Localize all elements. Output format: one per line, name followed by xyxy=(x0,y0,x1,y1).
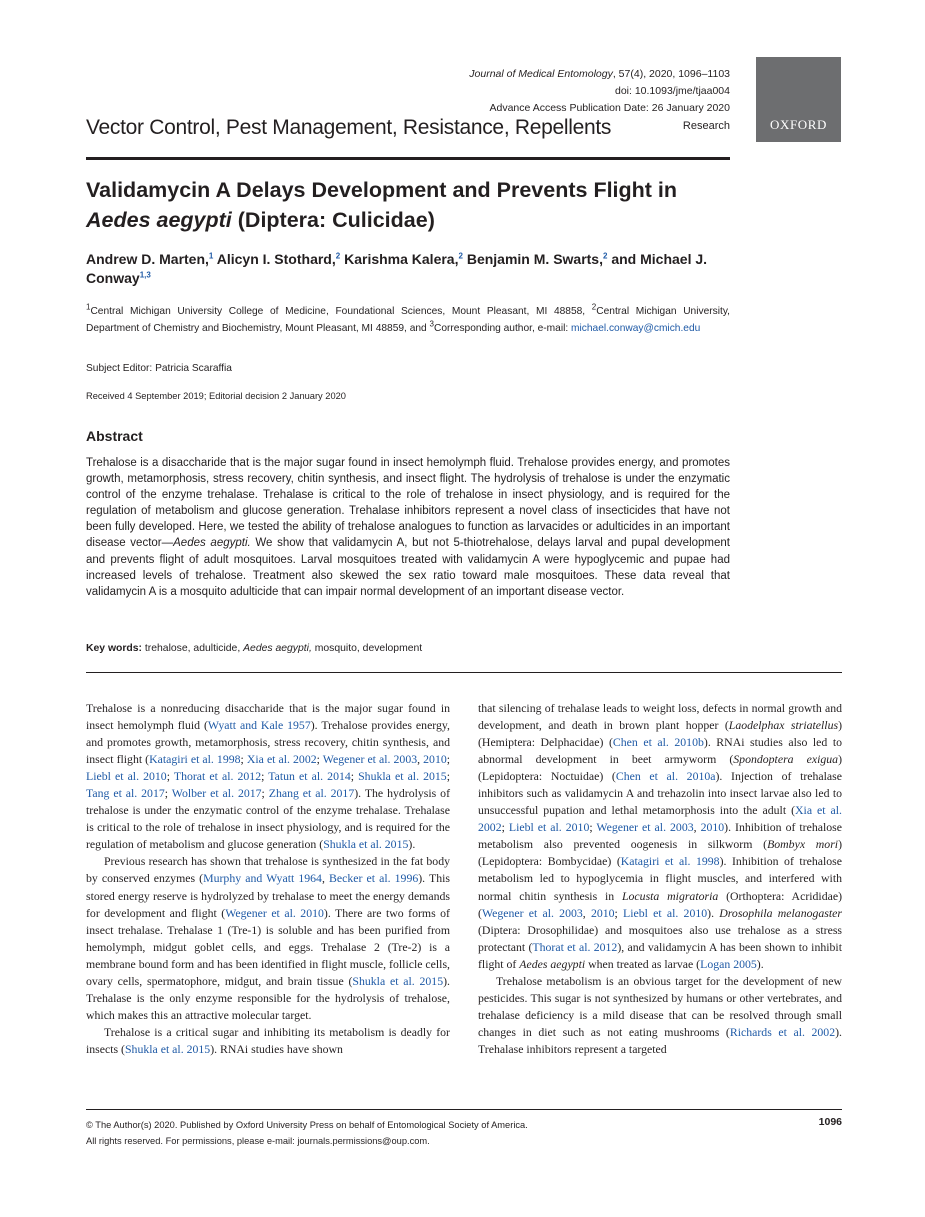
citation-link[interactable]: Logan 2005 xyxy=(700,956,757,971)
citation-link[interactable]: Liebl et al. 2010 xyxy=(508,820,590,835)
citation-link[interactable]: Chen et al. 2010a xyxy=(615,769,716,784)
abstract-text: Trehalose is a disaccharide that is the major sugar found in insect hemolymph fluid. Trehalose provides energy, and promotes growth, metamorphosis, stress recovery, chitin synthesis, and insect flight. The hydrolysis of trehalose is under the enzymatic control of the enzyme trehalase. Trehalase is critical to the role of trehalose in insect physiology, and is required for the regulation of metabolism and glucose generation. Trehalase inhibitors represent a novel class of insecticides that have not been fully developed. Here, we tested the ability of trehalose analogues to function as larvacides or adulticides in an important disease vector—Aedes aegypti. We show that validamycin A, but not 5-thiotrehalose, delays larval and pupal development and prevents flight of adult mosquitoes. Larval mosquitoes treated with validamycin A were hypoglycemic and pupae had increased levels of trehalose. Treatment also skewed the sex ratio toward male mosquitoes. These data reveal that validamycin A is a mosquito adulticide that can impair normal development of an important disease vector. xyxy=(86,457,730,598)
author: Alicyn I. Stothard, xyxy=(213,251,336,267)
author-affiliation-link[interactable]: 2 xyxy=(335,251,341,261)
doi[interactable]: doi: 10.1093/jme/tjaa004 xyxy=(614,85,730,97)
oxford-logo xyxy=(756,57,841,142)
citation-link[interactable]: Murphy and Wyatt 1964 xyxy=(203,871,322,886)
citation-link[interactable]: Shukla et al. 2015 xyxy=(125,1041,211,1056)
author-list xyxy=(86,250,736,288)
section-rule xyxy=(86,672,842,673)
author: Benjamin M. Swarts, xyxy=(462,251,603,267)
citation-link[interactable]: Liebl et al. 2010 xyxy=(623,905,708,920)
citation-link[interactable]: Tatun et al. 2014 xyxy=(268,769,351,784)
citation-link[interactable]: Wegener et al. 2010 xyxy=(225,905,324,920)
citation-link[interactable]: Xia et al. 2002 xyxy=(246,752,317,767)
author-affiliation-link[interactable]: 2 xyxy=(603,251,608,261)
affiliations: $^1$Central Michigan University College of Medicine, Foundational Sciences, Mount Pleasant, MI 48858, $^2$Central Michigan University, Department of Chemistry and Biochemistry, Mount Pleasant, MI 48859, and $^3$Corresponding author, e-mail: michael.conway@cmich.edu xyxy=(86,302,730,334)
citation-link[interactable]: Richards et al. 2002 xyxy=(729,1024,836,1039)
oxford-logo-text: OXFORD xyxy=(769,117,828,132)
paragraph: Previous research has shown that trehalose is synthesized in the fat body by conserved enzymes (Murphy and Wyatt 1964, Becker et al. 1996). This stored energy reserve is hydrolyzed by trehalase to meet the energy demands for development and flight (Wegener et al. 2010). There are two forms of insect trehalase. Trehalase 1 (Tre-1) is soluble and has been purified from hemolymph, midgut goblet cells, and eggs. Trehalase 2 (Tre-2) is a membrane bound form and has been identified in flight muscle, follicle cells, ovary cells, spermatophore, midgut, and brain tissue (Shukla et al. 2015). Trehalase is the only enzyme responsible for the hydrolysis of trehalose, which makes this an attractive molecular target. xyxy=(86,854,450,1022)
paragraph: Trehalose metabolism is an obvious target for the development of new pesticides. This sugar is not synthesized by humans or other vertebrates, and trehalase deficiency is a mild disease that can be resolved through small changes in diet such as not eating mushrooms (Richards et al. 2002). Trehalase inhibitors represent a targeted xyxy=(478,973,842,1056)
citation-link[interactable]: Thorat et al. 2012 xyxy=(173,769,262,784)
author: Andrew D. Marten, xyxy=(86,251,209,267)
subject-editor: Subject Editor: Patricia Scaraffia xyxy=(86,363,232,374)
citation-link[interactable]: Tang et al. 2017 xyxy=(86,786,165,801)
citation-link[interactable]: Wegener et al. 2003 xyxy=(481,905,583,920)
abstract-heading: Abstract xyxy=(86,428,143,444)
journal-meta xyxy=(469,66,730,117)
citation-link[interactable]: Zhang et al. 2017 xyxy=(268,786,355,801)
page-number: 1096 xyxy=(818,1116,842,1128)
journal-citation: Journal of Medical Entomology, 57(4), 2020, 1096–1103 xyxy=(469,68,730,80)
author-affiliation-link[interactable]: 1 xyxy=(208,251,214,261)
citation-link[interactable]: Becker et al. 1996 xyxy=(328,871,419,886)
author-affiliation-link[interactable]: 1,3 xyxy=(139,270,151,280)
body-column-left xyxy=(86,700,450,1058)
citation-link[interactable]: Wegener et al. 2003 xyxy=(322,752,418,767)
author: Karishma Kalera, xyxy=(340,251,459,267)
citation-link[interactable]: Shukla et al. 2015 xyxy=(323,837,409,852)
citation-link[interactable]: Wegener et al. 2003 xyxy=(596,820,694,835)
author: and Michael J. Conway xyxy=(86,251,708,286)
citation-link[interactable]: Thorat et al. 2012 xyxy=(532,939,618,954)
journal-section: Vector Control, Pest Management, Resistance, Repellents xyxy=(86,116,612,139)
citation-link[interactable]: 2010 xyxy=(423,752,447,767)
citation-link[interactable]: Chen et al. 2010b xyxy=(612,735,704,750)
citation-link[interactable]: Liebl et al. 2010 xyxy=(86,769,167,784)
citation-link[interactable]: Xia et al. 2002 xyxy=(478,803,842,835)
copyright: © The Author(s) 2020. Published by Oxford University Press on behalf of Entomological Society of America. All rights reserved. For permissions, please e-mail: journals.permissions@oup.com. xyxy=(86,1120,528,1146)
citation-link[interactable]: Katagiri et al. 1998 xyxy=(620,854,720,869)
citation-link[interactable]: Shukla et al. 2015 xyxy=(358,769,447,784)
footer-rule xyxy=(86,1109,842,1110)
keywords: Key words: trehalose, adulticide, Aedes aegypti, mosquito, development xyxy=(86,643,423,654)
received-date: Received 4 September 2019; Editorial decision 2 January 2020 xyxy=(86,391,346,401)
citation-link[interactable]: Shukla et al. 2015 xyxy=(352,973,444,988)
email-link[interactable]: michael.conway@cmich.edu xyxy=(571,323,701,334)
citation-link[interactable]: 2010 xyxy=(590,905,615,920)
paragraph: Trehalose is a nonreducing disaccharide that is the major sugar found in insect hemolymph fluid (Wyatt and Kale 1957). Trehalose provides energy, and promotes growth, metamorphosis, stress recovery, chitin synthesis, and insect flight (Katagiri et al. 1998; Xia et al. 2002; Wegener et al. 2003, 2010; Liebl et al. 2010; Thorat et al. 2012; Tatun et al. 2014; Shukla et al. 2015; Tang et al. 2017; Wolber et al. 2017; Zhang et al. 2017). The hydrolysis of trehalose is under the enzymatic control of the enzyme trehalase. Trehalase is critical to the role of trehalose in insect physiology, and is required for the regulation of metabolism and glucose generation (Shukla et al. 2015). xyxy=(86,701,451,852)
article-type: Research xyxy=(682,120,730,132)
article-title: Validamycin A Delays Development and Prevents Flight in Aedes aegypti (Diptera: Culicidae) xyxy=(86,178,678,232)
citation-link[interactable]: Wolber et al. 2017 xyxy=(171,786,262,801)
citation-link[interactable]: Wyatt and Kale 1957 xyxy=(207,718,311,733)
author-affiliation-link[interactable]: 2 xyxy=(458,251,463,261)
citation-link[interactable]: 2010 xyxy=(700,820,725,835)
header-rule xyxy=(86,157,730,160)
citation-link[interactable]: Katagiri et al. 1998 xyxy=(149,752,241,767)
advance-access-date: Advance Access Publication Date: 26 January 2020 xyxy=(489,102,730,114)
paragraph: that silencing of trehalase leads to weight loss, defects in normal growth and development, and death in brown plant hopper (Laodelphax striatellus) (Hemiptera: Delphacidae) (Chen et al. 2010b). RNAi studies also led to abnormal development in beet armyworm (Spondoptera exigua) (Lepidoptera: Noctuidae) (Chen et al. 2010a). Injection of trehalase inhibitors such as validamycin A and trehazolin into insect larvae also led to unsuccessful pupation and lethal metamorphosis into the adult (Xia et al. 2002; Liebl et al. 2010; Wegener et al. 2003, 2010). Inhibition of trehalose metabolism also prevented oogenesis in silkworm (Bombyx mori) (Lepidoptera: Bombycidae) (Katagiri et al. 1998). Inhibition of trehalose metabolism led to hypoglycemia in flight muscles, and interfered with normal chitin synthesis in Locusta migratoria (Orthoptera: Acrididae) (Wegener et al. 2003, 2010; Liebl et al. 2010). Drosophila melanogaster (Diptera: Drosophilidae) and mosquitoes also use trehalose as a stress protectant (Thorat et al. 2012), and validamycin A has been shown to inhibit flight of Aedes aegypti when treated as larvae (Logan 2005). xyxy=(478,701,843,971)
body-column-right xyxy=(478,700,842,1058)
paragraph: Trehalose is a critical sugar and inhibiting its metabolism is deadly for insects (Shukla et al. 2015). RNAi studies have shown xyxy=(86,1024,450,1056)
